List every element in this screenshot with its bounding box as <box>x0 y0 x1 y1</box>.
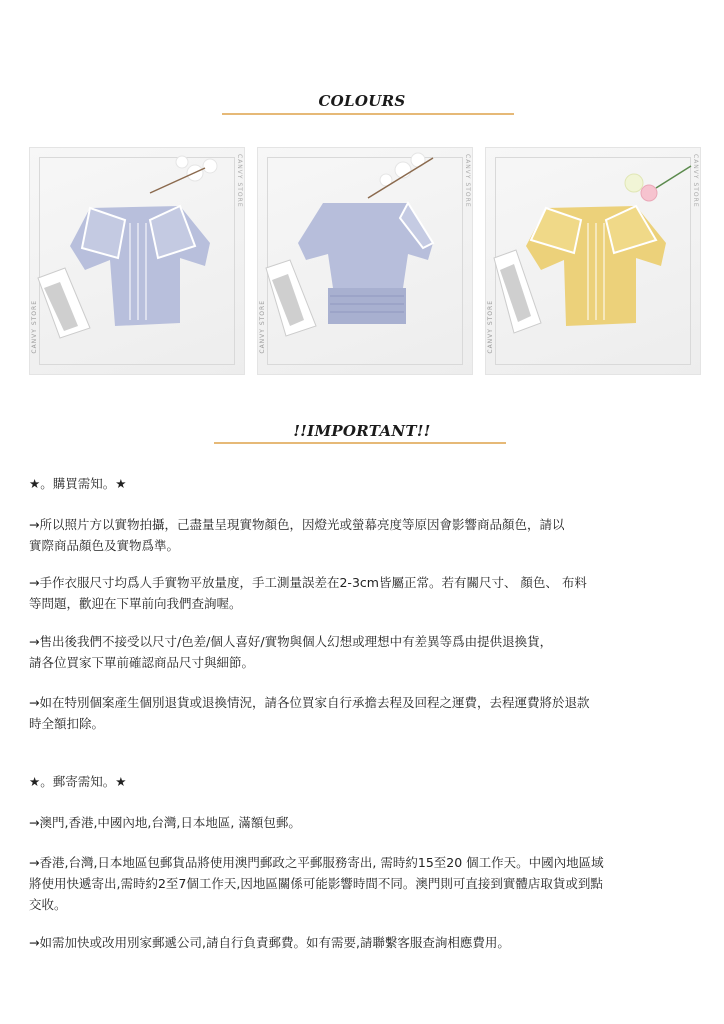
important-divider <box>214 442 506 444</box>
photo-brand-watermark-right: CANVY STORE <box>464 154 471 208</box>
yellow-blouse-image <box>486 148 701 375</box>
purchase-note-4-line-1: →如在特別個案產生個別退貨或退換情況，請各位買家自行承擔去程及回程之運費，去程運費將於退款 <box>29 695 590 710</box>
shipping-note-2-line-1: →香港,台灣,日本地區包郵貨品將使用澳門郵政之平郵服務寄出, 需時約15至20 個工作天。中國內地區域 <box>29 855 604 870</box>
purchase-note-3-line-1: →售出後我們不接受以尺寸/色差/個人喜好/實物與個人幻想或理想中有差異等爲由提供退換貨， <box>29 634 553 649</box>
product-photo-smocked-lavender <box>257 147 473 375</box>
shipping-title: ★。郵寄需知。★ <box>29 774 127 789</box>
shipping-note-3 <box>29 932 669 953</box>
purchase-note-3 <box>29 631 669 673</box>
shipping-notes <box>29 771 669 792</box>
shipping-note-1 <box>29 812 669 833</box>
product-photo-lavender <box>29 147 245 375</box>
purchase-notes <box>29 473 669 494</box>
photo-brand-watermark-right: CANVY STORE <box>236 154 243 208</box>
purchase-note-2-line-2: 等問題，歡迎在下單前向我們查詢喔。 <box>29 596 242 611</box>
shipping-note-2-line-3: 交收。 <box>29 897 67 912</box>
shipping-note-2 <box>29 852 669 915</box>
photo-brand-watermark: CANVY STORE <box>31 300 38 354</box>
purchase-title: ★。購買需知。★ <box>29 476 127 491</box>
photo-brand-watermark-right: CANVY STORE <box>692 154 699 208</box>
purchase-note-4-line-2: 時全額扣除。 <box>29 716 105 731</box>
colours-divider <box>222 113 514 115</box>
photo-brand-watermark: CANVY STORE <box>259 300 266 354</box>
shipping-note-1-line: →澳門,香港,中國內地,台灣,日本地區, 滿額包郵。 <box>29 815 301 830</box>
purchase-note-4 <box>29 692 669 734</box>
purchase-note-1-line-2: 實際商品顏色及實物爲準。 <box>29 538 180 553</box>
photo-brand-watermark: CANVY STORE <box>487 300 494 354</box>
shipping-note-3-line: →如需加快或改用別家郵遞公司,請自行負責郵費。如有需要,請聯繫客服查詢相應費用。 <box>29 935 510 950</box>
shipping-note-2-line-2: 將使用快遞寄出,需時約2至7個工作天,因地區關係可能影響時間不同。澳門則可直接到實體店取貨或到點 <box>29 876 603 891</box>
purchase-note-3-line-2: 請各位買家下單前確認商品尺寸與細節。 <box>29 655 255 670</box>
lavender-blouse-image <box>30 148 245 375</box>
purchase-note-1 <box>29 514 669 556</box>
purchase-note-1-line-1: →所以照片方以實物拍攝，己盡量呈現實物顏色，因燈光或螢幕亮度等原因會影響商品顏色，請以 <box>29 517 565 532</box>
smocked-blouse-image <box>258 148 473 375</box>
purchase-note-2 <box>29 572 669 614</box>
important-heading: !!IMPORTANT!! <box>293 422 431 440</box>
product-photo-yellow <box>485 147 701 375</box>
colours-heading: COLOURS <box>318 92 406 110</box>
purchase-note-2-line-1: →手作衣服尺寸均爲人手實物平放量度，手工測量誤差在2-3cm皆屬正常。若有關尺寸、 顏色、 布料 <box>29 575 587 590</box>
